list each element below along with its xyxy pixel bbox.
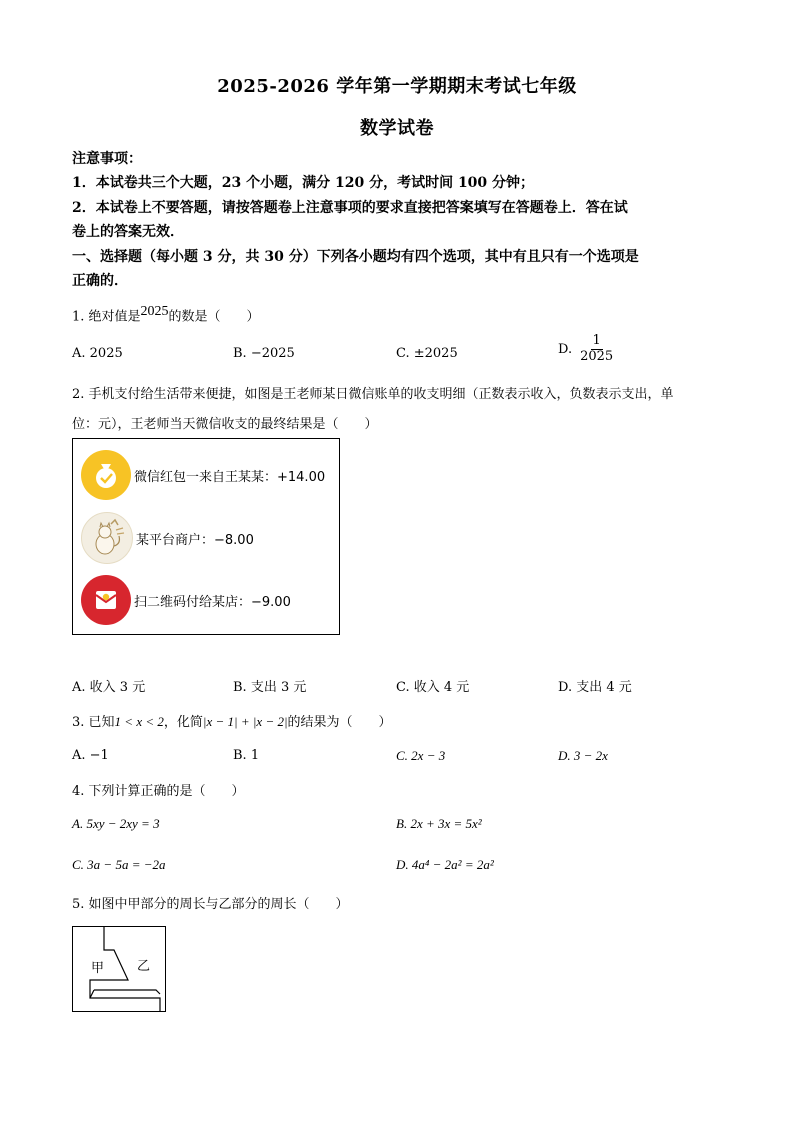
q1-option-a: A. 2025 (72, 346, 123, 361)
notes-line-2: 2．本试卷上不要答题，请按答题卷上注意事项的要求直接把答案填写在答题卷上．答在试 (72, 200, 628, 216)
q4-option-a: A. 5xy − 2xy = 3 (72, 816, 160, 831)
q1-option-b: B. −2025 (233, 346, 295, 361)
money-bag-icon (81, 450, 131, 500)
label-yi: 乙 (137, 959, 151, 974)
question-4-stem: 4. 下列计算正确的是（ ） (72, 784, 245, 799)
q2-option-d: D. 支出 4 元 (558, 680, 632, 695)
q1-option-d: D. $\frac{1}{2025}$ (558, 333, 614, 364)
q4-option-d: D. 4a⁴ − 2a² = 2a² (396, 857, 494, 872)
notes-heading: 注意事项： (72, 151, 142, 167)
q1-option-c: C. ±2025 (396, 346, 458, 361)
section-heading-cont: 正确的． (72, 273, 128, 289)
cat-avatar-icon (81, 512, 133, 564)
bill-row-3: 扫二维码付给某店：−9.00 (81, 575, 291, 625)
q3-option-a: A. −1 (72, 748, 109, 763)
bill-row-1: 微信红包一来自王某某：+14.00 (81, 450, 325, 500)
q2-option-c: C. 收入 4 元 (396, 680, 470, 695)
q3-option-c: C. 2x − 3 (396, 748, 446, 763)
question-5-stem: 5. 如图中甲部分的周长与乙部分的周长（ ） (72, 897, 349, 912)
question-1-stem: 1. 绝对值是$^{2025}$的数是（ ） (72, 304, 260, 325)
section-heading: 一、选择题（每小题 3 分，共 30 分）下列各小题均有四个选项，其中有且只有一个选项是 (72, 249, 639, 265)
red-envelope-icon (81, 575, 131, 625)
notes-line-1: 1．本试卷共三个大题，23 个小题，满分 120 分，考试时间 100 分钟； (72, 175, 535, 191)
q2-option-a: A. 收入 3 元 (72, 680, 146, 695)
q4-option-c: C. 3a − 5a = −2a (72, 857, 166, 872)
perimeter-figure (72, 926, 166, 1012)
question-2-stem-cont: 位：元），王老师当天微信收支的最终结果是（ ） (72, 417, 378, 432)
q3-option-d: D. 3 − 2x (558, 748, 608, 763)
question-2-stem: 2. 手机支付给生活带来便捷，如图是王老师某日微信账单的收支明细（正数表示收入，负数表示支出，单 (72, 387, 674, 402)
q4-option-b: B. 2x + 3x = 5x² (396, 816, 482, 831)
notes-line-2-cont: 卷上的答案无效． (72, 224, 184, 240)
dividing-line-diagram (72, 926, 166, 1012)
label-jia: 甲 (91, 961, 105, 976)
q2-option-b: B. 支出 3 元 (233, 680, 307, 695)
bill-row-2: 某平台商户：−8.00 (81, 512, 254, 564)
exam-subtitle: 数学试卷 (360, 118, 434, 139)
exam-title: 2025-2026 学年第一学期期末考试七年级 (217, 76, 577, 97)
wechat-bill-figure (72, 438, 340, 635)
q3-option-b: B. 1 (233, 748, 260, 763)
fraction: $\frac{1}{2025}$ (580, 333, 614, 364)
question-3-stem: 3. 已知1 < x < 2，化简|x − 1| + |x − 2|的结果为（ ） (72, 714, 392, 730)
